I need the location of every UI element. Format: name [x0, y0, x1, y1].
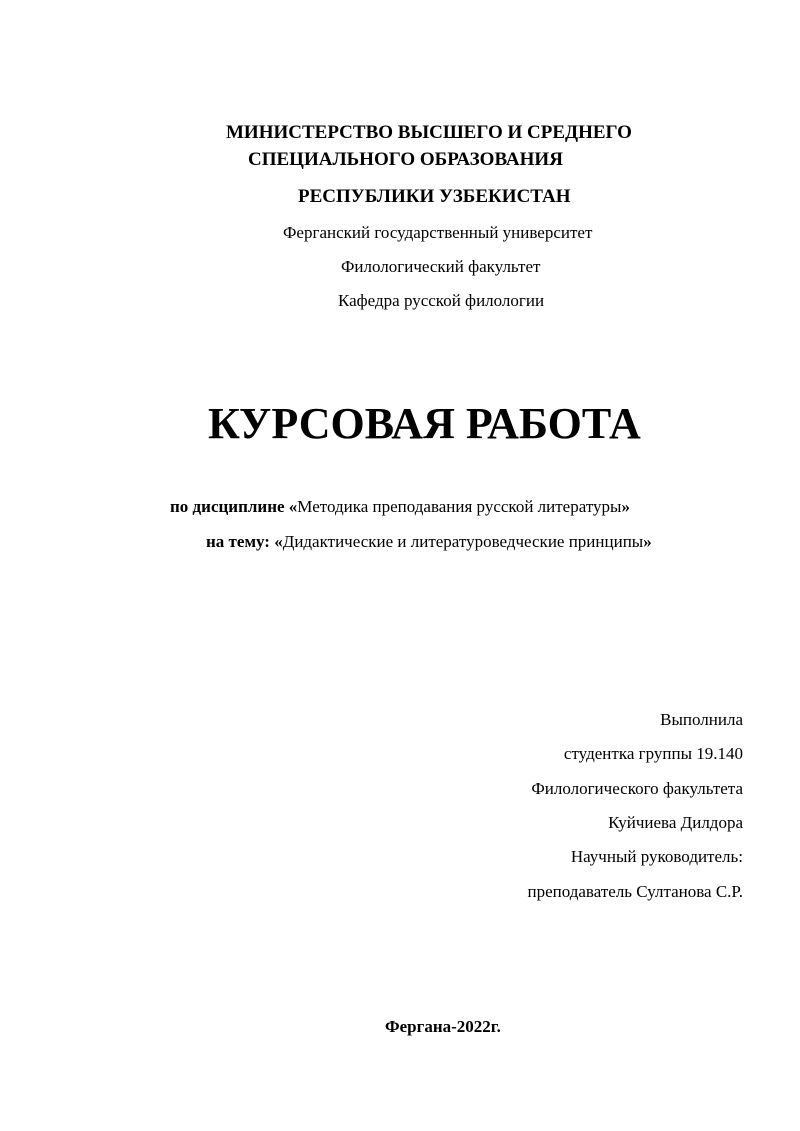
discipline-line [170, 498, 630, 515]
ministry-line-1: МИНИСТЕРСТВО ВЫСШЕГО И СРЕДНЕГО [226, 122, 632, 143]
document-title: КУРСОВАЯ РАБОТА [208, 399, 641, 448]
topic-value: Дидактические и литературоведческие принципы [282, 532, 644, 551]
discipline-open-quote: « [288, 497, 298, 516]
author-performed: Выполнила [660, 710, 743, 729]
topic-open-quote: « [274, 532, 283, 551]
city-year: Фергана-2022г. [385, 1017, 501, 1036]
author-name: Куйчиева Дилдора [608, 813, 743, 832]
ministry-line-2: СПЕЦИАЛЬНОГО ОБРАЗОВАНИЯ [248, 149, 563, 170]
author-group: студентка группы 19.140 [563, 744, 743, 763]
topic-close-quote: » [643, 532, 652, 551]
republic-line: РЕСПУБЛИКИ УЗБЕКИСТАН [298, 186, 571, 207]
topic-label: на тему: [206, 532, 270, 551]
topic-line [206, 533, 652, 550]
department-name: Кафедра русской филологии [338, 291, 545, 310]
discipline-value: Методика преподавания русской литературы [297, 497, 622, 516]
faculty-name: Филологический факультет [341, 257, 541, 276]
discipline-label: по дисциплине [170, 497, 285, 516]
discipline-close-quote: » [621, 497, 630, 516]
supervisor-label: Научный руководитель: [570, 847, 743, 866]
university-name: Ферганский государственный университет [283, 223, 593, 242]
supervisor-name: преподаватель Султанова С.Р. [527, 882, 743, 901]
author-faculty: Филологического факультета [531, 779, 743, 798]
